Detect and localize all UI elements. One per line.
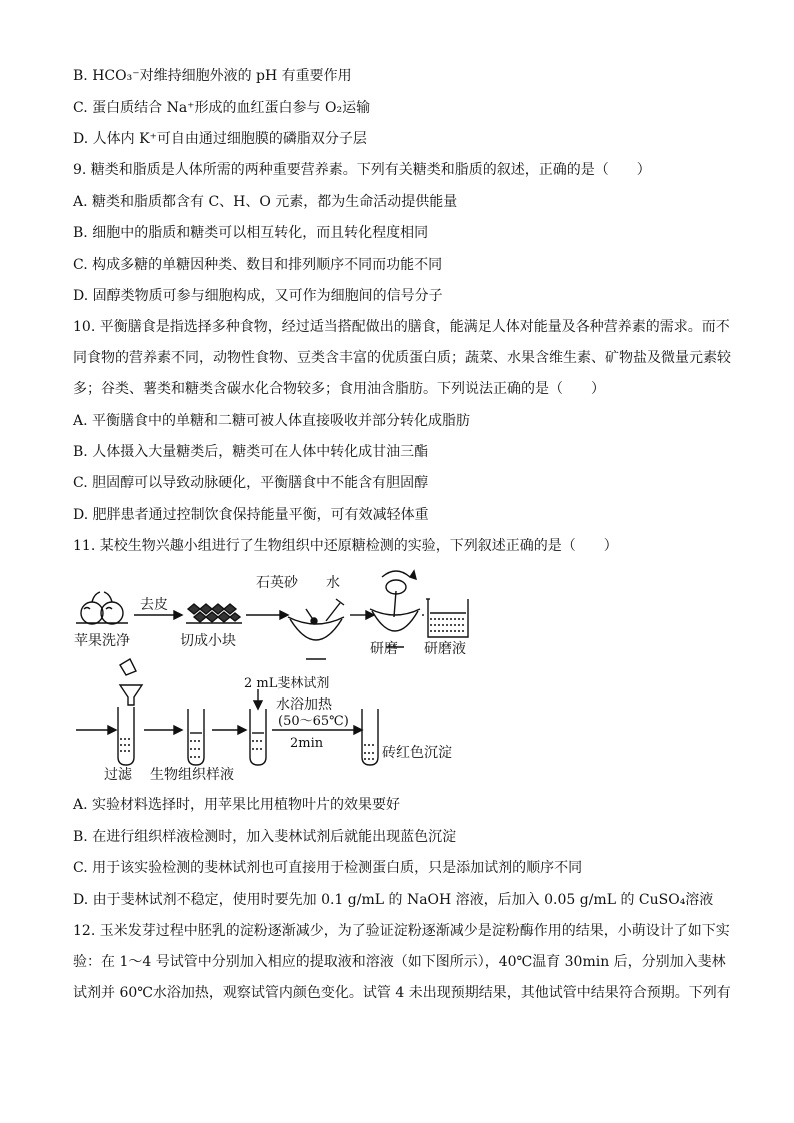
q11-experiment-figure [70, 563, 490, 793]
q11-stem: 11. 某校生物兴趣小组进行了生物组织中还原糖检测的实验，下列叙述正确的是（ ） [73, 538, 618, 554]
label-peel: 去皮 [140, 597, 168, 613]
label-temp: (50～65℃) [278, 714, 349, 729]
q10-option-c: C. 胆固醇可以导致动脉硬化，平衡膳食中不能含有胆固醇 [73, 475, 429, 491]
q8-option-c: C. 蛋白质结合 Na⁺形成的血红蛋白参与 O₂运输 [73, 100, 371, 116]
label-water: 水 [326, 575, 340, 591]
q9-option-a: A. 糖类和脂质都含有 C、H、O 元素，都为生命活动提供能量 [73, 194, 458, 210]
apple-icon [76, 592, 128, 624]
experiment-diagram [70, 563, 490, 793]
apple-pieces-icon [186, 604, 242, 623]
label-sample: 生物组织样液 [150, 767, 234, 783]
q11-option-d: D. 由于斐林试剂不稳定，使用时要先加 0.1 g/mL 的 NaOH 溶液，后加入 0.05 g/mL 的 CuSO₄溶液 [73, 892, 714, 908]
result-tube-icon [362, 709, 378, 765]
q9-option-c: C. 构成多糖的单糖因种类、数目和排列顺序不同而功能不同 [73, 257, 443, 273]
q11-option-c: C. 用于该实验检测的斐林试剂也可直接用于检测蛋白质，只是添加试剂的顺序不同 [73, 860, 583, 876]
label-cut: 切成小块 [180, 633, 236, 649]
sample-tube-icon [188, 709, 204, 765]
q10-stem: 10. 平衡膳食是指选择多种食物，经过适当搭配做出的膳食，能满足人体对能量及各种营养素的需求。而不同食物的营养素不同，动物性食物、豆类含丰富的优质蛋白质；蔬菜、水果含维生素、矿物盐及微量元素较多；谷类、薯类和糖类含碳水化合物较多；食用油含脂肪。下列说法正确的是（ ） [73, 319, 731, 397]
label-quartz: 石英砂 [256, 575, 298, 591]
label-reagent: 2 mL斐林试剂 [244, 676, 330, 691]
label-wash: 苹果洗净 [74, 633, 130, 649]
filter-funnel-icon [118, 659, 142, 765]
mortar-icon [288, 599, 344, 659]
label-time: 2min [290, 736, 324, 751]
label-water-bath: 水浴加热 [276, 697, 332, 713]
reagent-tube-icon [250, 689, 266, 765]
q10-option-a: A. 平衡膳食中的单糖和二糖可被人体直接吸收并部分转化成脂肪 [73, 413, 471, 429]
q10-option-b: B. 人体摄入大量糖类后，糖类可在人体中转化成甘油三酯 [73, 444, 429, 460]
label-precipitate: 砖红色沉淀 [382, 745, 452, 761]
q9-stem: 9. 糖类和脂质是人体所需的两种重要营养素。下列有关糖类和脂质的叙述，正确的是（ ） [73, 162, 651, 178]
q8-option-b: B. HCO₃⁻对维持细胞外液的 pH 有重要作用 [73, 68, 352, 84]
q8-option-d: D. 人体内 K⁺可自由通过细胞膜的磷脂双分子层 [73, 131, 367, 147]
q9-option-b: B. 细胞中的脂质和糖类可以相互转化，而且转化程度相同 [73, 225, 429, 241]
label-ground-liquid: 研磨液 [424, 641, 466, 657]
q9-option-d: D. 固醇类物质可参与细胞构成，又可作为细胞间的信号分子 [73, 288, 443, 304]
q12-stem: 12. 玉米发芽过程中胚乳的淀粉逐渐减少，为了验证淀粉逐渐减少是淀粉酶作用的结果，小萌设计了如下实验：在 1～4 号试管中分别加入相应的提取液和溶液（如下图所示），40℃温育 30min 后，分别加入斐林试剂并 60℃水浴加热，观察试管内颜色变化。试管 4 未出现预期结果，其他试管中结果符合预期。下列有 [73, 923, 731, 1001]
label-filter: 过滤 [104, 767, 132, 783]
q11-option-a: A. 实验材料选择时，用苹果比用植物叶片的效果要好 [73, 797, 401, 813]
label-grind: 研磨 [370, 641, 398, 657]
pestle-grinding-icon [370, 571, 420, 647]
q10-option-d: D. 肥胖患者通过控制饮食保持能量平衡，可有效减轻体重 [73, 507, 429, 523]
beaker-icon [426, 599, 468, 637]
q11-option-b: B. 在进行组织样液检测时，加入斐林试剂后就能出现蓝色沉淀 [73, 829, 457, 845]
